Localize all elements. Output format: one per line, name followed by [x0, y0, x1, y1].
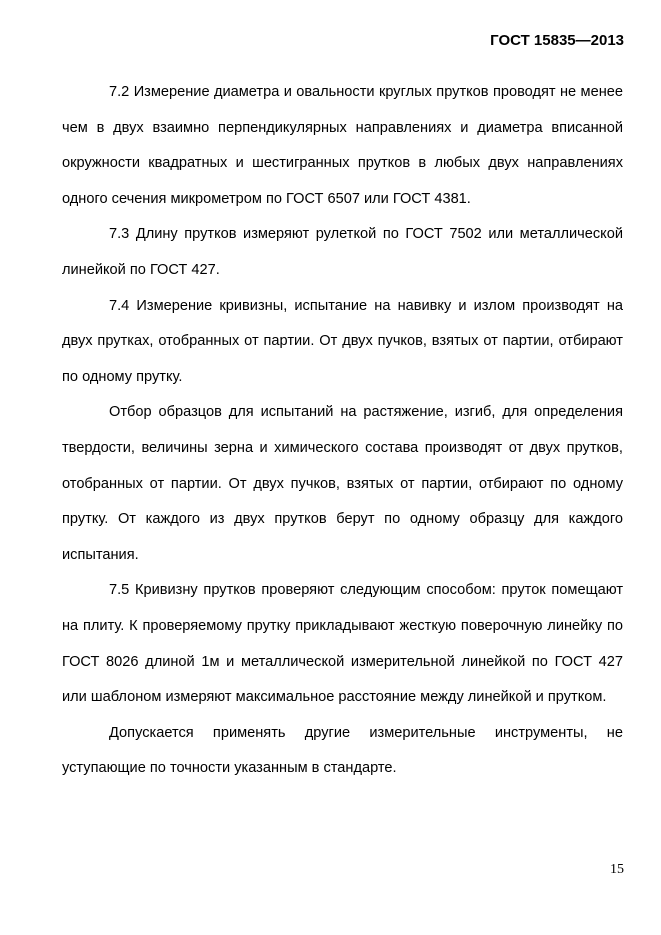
paragraph-7-4: 7.4 Измерение кривизны, испытание на навивку и излом производят на двух прутках, отобранных от партии. От двух пучков, взятых от партии, отбирают по одному прутку. — [62, 297, 623, 385]
paragraph-other-instruments: Допускается применять другие измерительные инструменты, не уступающие по точности указанным в стандарте. — [62, 724, 623, 777]
paragraph-7-5: 7.5 Кривизну прутков проверяют следующим способом: пруток помещают на плиту. К проверяемому прутку прикладывают жесткую поверочную линейку по ГОСТ 8026 длиной 1м и металлической измерительной линейкой по ГОСТ 427 или шаблоном измеряют максимальное расстояние между линейкой и прутком. — [62, 582, 623, 706]
document-body — [62, 75, 623, 787]
paragraph-7-3: 7.3 Длину прутков измеряют рулеткой по ГОСТ 7502 или металлической линейкой по ГОСТ 427. — [62, 226, 623, 278]
document-header: ГОСТ 15835—2013 — [490, 32, 624, 49]
paragraph-sampling: Отбор образцов для испытаний на растяжение, изгиб, для определения твердости, величины зерна и химического состава производят от двух прутков, отобранных от партии. От двух пучков, взятых от партии, отбирают по одному прутку. От каждого из двух прутков берут по одному образцу для каждого испытания. — [62, 404, 623, 563]
paragraph-7-2: 7.2 Измерение диаметра и овальности круглых прутков проводят не менее чем в двух взаимно перпендикулярных направлениях и диаметра вписанной окружности квадратных и шестигранных прутков в любых двух направлениях одного сечения микрометром по ГОСТ 6507 или ГОСТ 4381. — [62, 84, 623, 207]
page-number: 15 — [610, 862, 624, 877]
